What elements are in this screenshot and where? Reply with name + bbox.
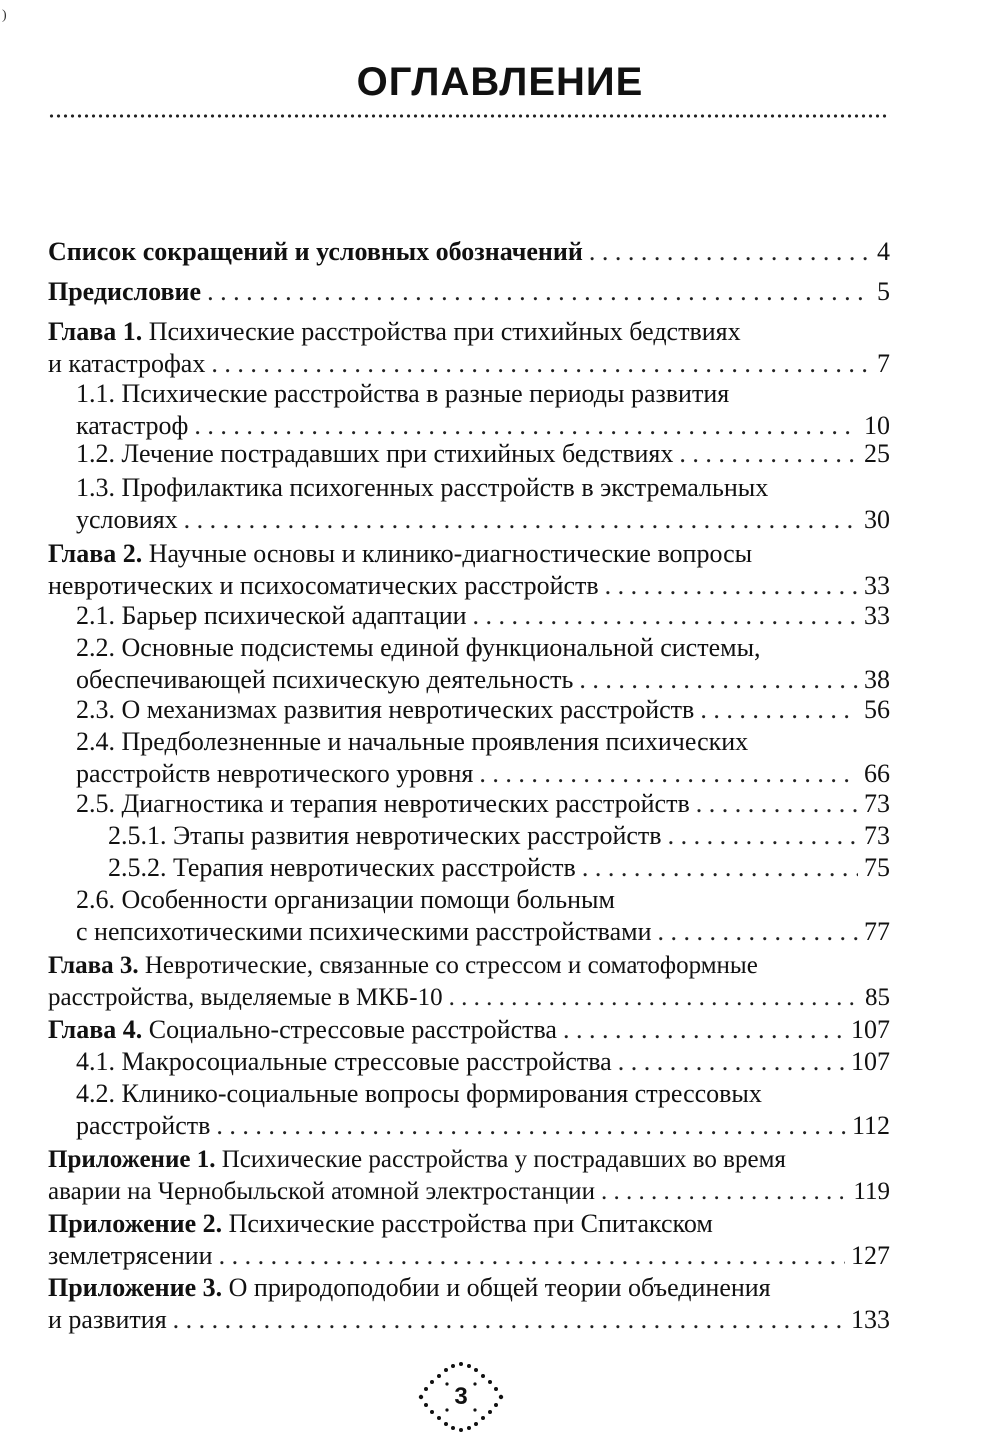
- toc-entry-section-2-2[interactable]: [76, 632, 890, 696]
- toc-entry-label: 2.5.2. Терапия невротических расстройств: [108, 853, 576, 882]
- toc-entry-section-2-5-1[interactable]: [108, 820, 890, 852]
- toc-entry-appendix-2[interactable]: [48, 1208, 890, 1272]
- toc-entry-label: 4.2. Клинико-социальные вопросы формирования стрессовых: [76, 1079, 762, 1108]
- toc-entry-label-continued: расстройств невротического уровня: [76, 759, 474, 788]
- toc-entry-label-continued: расстройства, выделяемые в МКБ-10: [48, 984, 443, 1011]
- toc-entry-label: Психические расстройства при стихийных бедствиях: [148, 317, 741, 346]
- toc-entry-label: 2.5. Диагностика и терапия невротических расстройств: [76, 789, 690, 818]
- toc-entry-prefix: Глава 1.: [48, 317, 143, 346]
- toc-entry-prefix: Глава 4.: [48, 1015, 143, 1044]
- toc-entry-label-continued: с непсихотическими психическими расстройствами: [76, 917, 652, 946]
- toc-page-number: 25: [864, 439, 890, 468]
- toc-entry-label-continued: условиях: [76, 505, 178, 534]
- toc-page-number: 33: [864, 601, 890, 630]
- toc-entry-label-continued: катастроф: [76, 411, 189, 440]
- toc-entry-label: 1.3. Профилактика психогенных расстройств в экстремальных: [76, 473, 769, 502]
- toc-entry-label: 2.2. Основные подсистемы единой функциональной системы,: [76, 633, 761, 662]
- toc-page-number: 107: [851, 1015, 890, 1044]
- toc-entry-label-continued: аварии на Чернобыльской атомной электростанции: [48, 1178, 595, 1205]
- toc-entry-chapter-4[interactable]: [48, 1014, 890, 1046]
- toc-entry-preface[interactable]: [48, 276, 890, 308]
- toc-entry-label: 2.5.1. Этапы развития невротических расстройств: [108, 821, 662, 850]
- toc-page-number: 38: [864, 665, 890, 694]
- toc-page-number: 127: [851, 1241, 890, 1270]
- toc-entry-section-1-3[interactable]: [76, 472, 890, 536]
- toc-entry-label: Невротические, связанные со стрессом и соматоформные: [144, 952, 758, 979]
- toc-page-number: 85: [865, 984, 890, 1011]
- toc-entry-label: Предисловие: [48, 277, 202, 306]
- toc-page-number: 30: [864, 505, 890, 534]
- toc-entry-label: 2.1. Барьер психической адаптации: [76, 601, 467, 630]
- toc-page-number: 77: [864, 917, 890, 946]
- toc-entry-label: 2.3. О механизмах развития невротических расстройств: [76, 695, 695, 724]
- toc-entry-label: О природоподобии и общей теории объединения: [228, 1273, 771, 1302]
- toc-entry-section-4-1[interactable]: [76, 1046, 890, 1078]
- toc-entry-section-2-1[interactable]: [76, 600, 890, 632]
- toc-entry-label: 1.2. Лечение пострадавших при стихийных бедствиях: [76, 439, 674, 468]
- toc-entry-section-2-6[interactable]: [76, 884, 890, 948]
- toc-page-number: 133: [851, 1305, 890, 1334]
- toc-page-number: 75: [864, 853, 890, 882]
- toc-page-number: 107: [851, 1047, 890, 1076]
- toc-page-number: 5: [877, 277, 890, 306]
- toc-entry-label: Список сокращений и условных обозначений: [48, 237, 583, 266]
- toc-entry-label: 2.6. Особенности организации помощи больным: [76, 885, 615, 914]
- toc-entry-appendix-1[interactable]: [48, 1144, 890, 1208]
- toc-entry-prefix: Глава 2.: [48, 539, 143, 568]
- toc-entry-section-2-5-2[interactable]: [108, 852, 890, 884]
- toc-entry-prefix: Приложение 1.: [48, 1146, 216, 1173]
- page-title: ОГЛАВЛЕНИЕ: [356, 60, 644, 104]
- toc-entry-label: Научные основы и клинико-диагностические вопросы: [148, 539, 753, 568]
- toc-entry-label: Психические расстройства у пострадавших во время: [221, 1146, 786, 1173]
- toc-page-number: 73: [864, 821, 890, 850]
- toc-page-number: 33: [864, 571, 890, 600]
- toc-entry-prefix: Приложение 2.: [48, 1209, 223, 1238]
- toc-entry-label-continued: землетрясении: [48, 1241, 213, 1270]
- toc-entry-section-4-2[interactable]: [76, 1078, 890, 1142]
- toc-entry-section-2-3[interactable]: [76, 694, 890, 726]
- toc-entry-abbreviations[interactable]: [48, 236, 890, 268]
- toc-entry-label-continued: обеспечивающей психическую деятельность: [76, 665, 574, 694]
- toc-entry-chapter-2[interactable]: [48, 538, 890, 602]
- toc-page-number: 56: [864, 695, 890, 724]
- toc-entry-label: 1.1. Психические расстройства в разные периоды развития: [76, 379, 730, 408]
- toc-entry-label: 2.4. Предболезненные и начальные проявления психических: [76, 727, 749, 756]
- toc-entry-label: Социально-стрессовые расстройства: [148, 1015, 557, 1044]
- toc-entry-label-continued: невротических и психосоматических расстройств: [48, 571, 599, 600]
- toc-entry-label-continued: и катастрофах: [48, 349, 206, 378]
- toc-page-number: 119: [853, 1178, 890, 1205]
- toc-page-number: 112: [851, 1111, 890, 1140]
- page-number: 3: [454, 1383, 468, 1410]
- toc-page-number: 7: [877, 349, 890, 378]
- toc-entry-prefix: Глава 3.: [48, 952, 139, 979]
- toc-entry-label: 4.1. Макросоциальные стрессовые расстройства: [76, 1047, 612, 1076]
- toc-entry-section-2-4[interactable]: [76, 726, 890, 790]
- toc-entry-label-continued: расстройств: [76, 1111, 211, 1140]
- toc-page-number: 4: [877, 237, 890, 266]
- toc-page-number: 10: [864, 411, 890, 440]
- toc-entry-label-continued: и развития: [48, 1305, 167, 1334]
- toc-entry-section-2-5[interactable]: [76, 788, 890, 820]
- dotted-divider: [48, 114, 890, 118]
- page-number-ornament: [417, 1360, 505, 1434]
- toc-entry-chapter-3[interactable]: [48, 950, 890, 1014]
- toc-entry-appendix-3[interactable]: [48, 1272, 890, 1336]
- toc-entry-label: Психические расстройства при Спитакском: [228, 1209, 713, 1238]
- toc-page-number: 73: [864, 789, 890, 818]
- toc-entry-chapter-1[interactable]: [48, 316, 890, 380]
- toc-entry-prefix: Приложение 3.: [48, 1273, 223, 1302]
- toc-page-number: 66: [864, 759, 890, 788]
- page-edge-mark: ): [2, 8, 7, 23]
- toc-entry-section-1-2[interactable]: [76, 438, 890, 470]
- toc-entry-section-1-1[interactable]: [76, 378, 890, 442]
